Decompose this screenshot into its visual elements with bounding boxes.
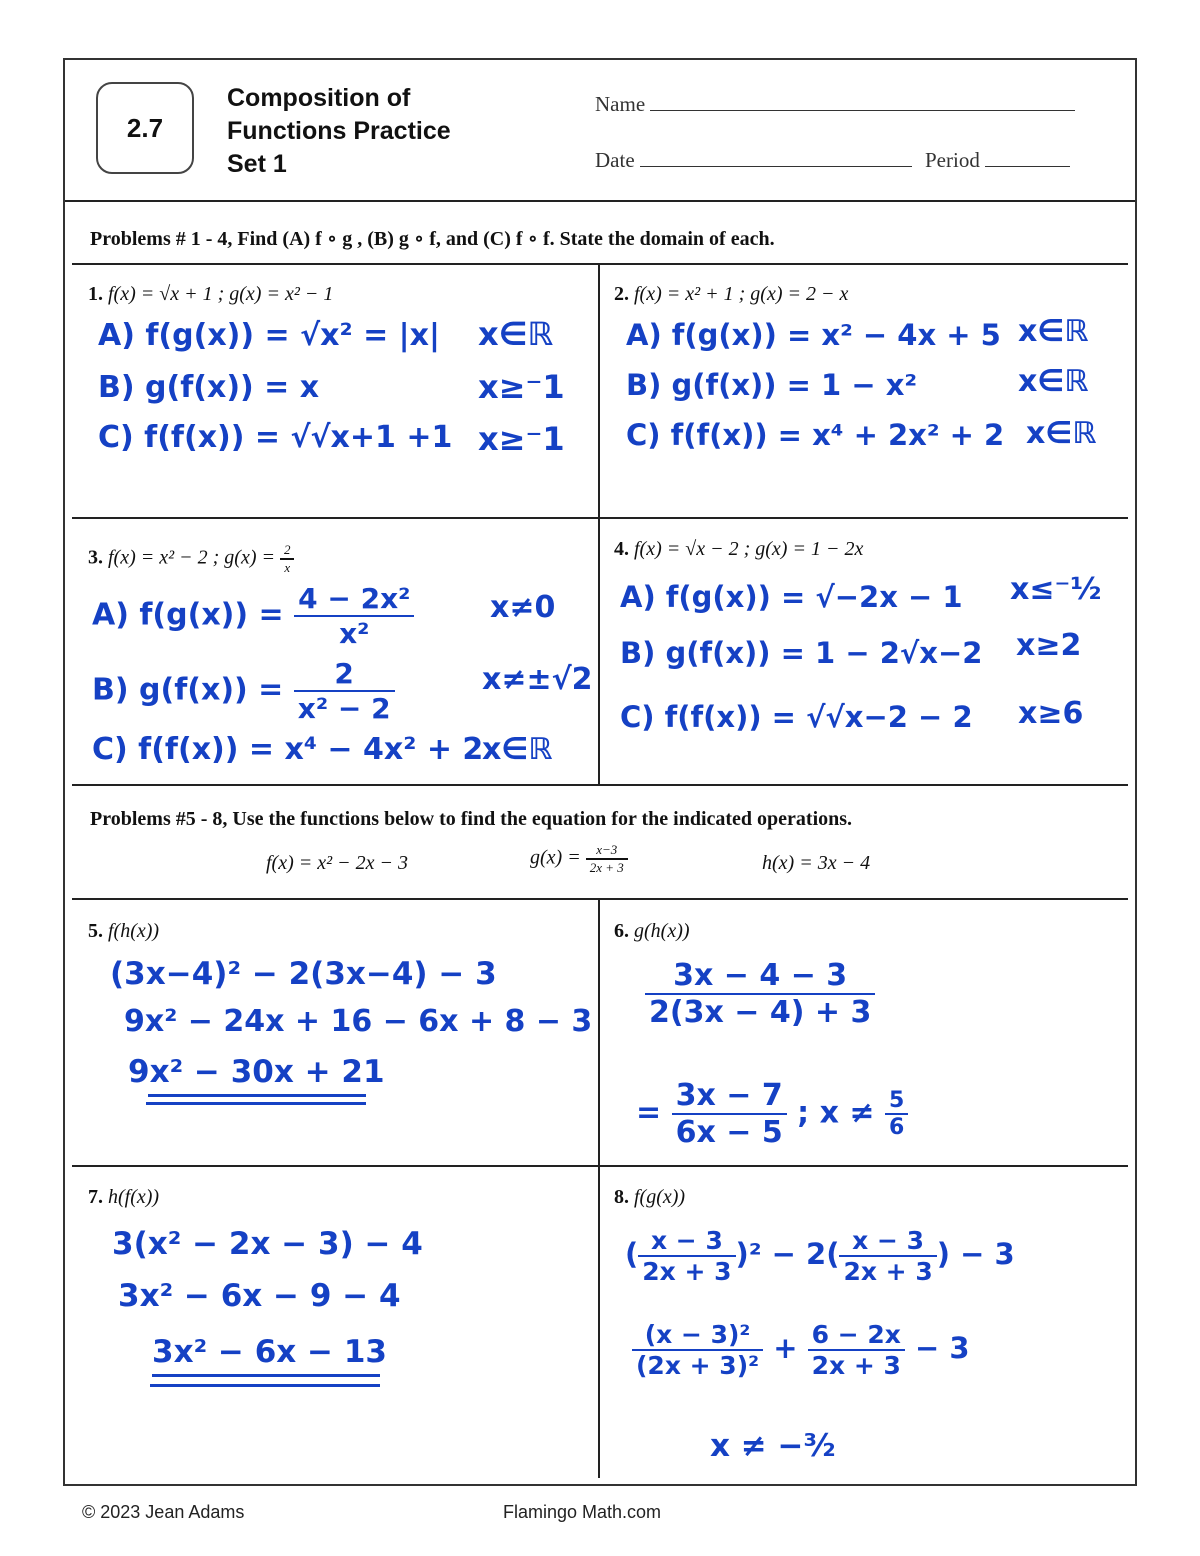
date-field: Date <box>595 148 912 173</box>
problem-4-answer-b: B) g(f(x)) = 1 − 2√x−2 <box>620 636 983 670</box>
grid-line <box>598 263 600 785</box>
problem-5-line-2: 9x² − 24x + 16 − 6x + 8 − 3 <box>124 1004 593 1039</box>
problem-7: 7. h(f(x)) <box>88 1186 160 1208</box>
function-h: h(x) = 3x − 4 <box>762 852 871 874</box>
footer-site: Flamingo Math.com <box>503 1502 662 1522</box>
footer-copyright: © 2023 Jean Adams <box>82 1502 245 1522</box>
problem-3-domain-b: x≠±√2 <box>482 662 593 697</box>
problem-6-step-1: $\frac{3x - 4 - 3}{2(3x - 4) + 3}$ <box>645 958 875 1030</box>
grid-line <box>72 784 1128 786</box>
problem-3-domain-a: x≠0 <box>490 590 556 625</box>
problem-8-line-2: $\frac{\text{(x − 3)²}}{\text{(2x + 3)²}}$ + $\frac{6 - 2x}{2x + 3}$ − 3 <box>632 1320 970 1380</box>
problem-4-domain-b: x≥2 <box>1016 628 1082 663</box>
problem-1-domain-a: x∈ℝ <box>478 315 553 353</box>
section1-instruction: Problems # 1 - 4, Find (A) f ∘ g , (B) g ∘ f, and (C) f ∘ f. State the domain of each. <box>90 228 775 250</box>
problem-1: 1. f(x) = √x + 1 ; g(x) = x² − 1 <box>88 283 334 305</box>
name-field: Name <box>595 92 1075 117</box>
problem-5: 5. f(h(x)) <box>88 920 160 942</box>
period-field: Period <box>925 148 1070 173</box>
section-badge: 2.7 <box>96 82 194 174</box>
answer-underline <box>152 1374 380 1377</box>
problem-4-answer-a: A) f(g(x)) = √−2x − 1 <box>620 580 963 614</box>
answer-underline <box>146 1102 366 1105</box>
problem-2: 2. f(x) = x² + 1 ; g(x) = 2 − x <box>614 283 849 305</box>
grid-line <box>72 898 1128 900</box>
problem-4: 4. f(x) = √x − 2 ; g(x) = 1 − 2x <box>614 538 864 560</box>
problem-2-domain-a: x∈ℝ <box>1018 314 1089 349</box>
function-f: f(x) = x² − 2x − 3 <box>266 852 408 874</box>
problem-8: 8. f(g(x)) <box>614 1186 686 1208</box>
problem-2-domain-c: x∈ℝ <box>1026 416 1097 451</box>
problem-2-answer-c: C) f(f(x)) = x⁴ + 2x² + 2 <box>626 418 1005 452</box>
grid-line <box>72 1165 1128 1167</box>
answer-underline <box>150 1384 380 1387</box>
problem-2-answer-b: B) g(f(x)) = 1 − x² <box>626 368 918 402</box>
problem-1-answer-b: B) g(f(x)) = x <box>98 370 320 405</box>
grid-line <box>72 517 1128 519</box>
problem-7-final-answer: 3x² − 6x − 13 <box>152 1334 387 1370</box>
problem-3-domain-c: x∈ℝ <box>482 732 553 767</box>
problem-6: 6. g(h(x)) <box>614 920 690 942</box>
problem-1-answer-c: C) f(f(x)) = √√x+1 +1 <box>98 420 453 455</box>
grid-line <box>598 898 600 1478</box>
problem-4-domain-a: x≤⁻½ <box>1010 572 1102 607</box>
problem-7-line-2: 3x² − 6x − 9 − 4 <box>118 1278 401 1314</box>
problem-6-final-answer: = $\frac{3x - 7}{6x - 5}$ ; x ≠ $\frac{5}{6}$ <box>636 1078 908 1150</box>
problem-5-final-answer: 9x² − 30x + 21 <box>128 1054 385 1090</box>
problem-1-domain-b: x≥⁻1 <box>478 368 565 406</box>
problem-8-restriction: x ≠ −³⁄₂ <box>710 1428 836 1464</box>
function-g: g(x) = $\frac{x-3}{2x + 3}$ <box>530 842 628 876</box>
grid-line <box>72 263 1128 265</box>
worksheet-title: Composition of Functions Practice Set 1 <box>227 84 451 178</box>
problem-2-domain-b: x∈ℝ <box>1018 364 1089 399</box>
section2-instruction: Problems #5 - 8, Use the functions below to find the equation for the indicated operations. <box>90 808 853 830</box>
problem-4-domain-c: x≥6 <box>1018 696 1084 731</box>
problem-3-answer-b: B) g(f(x)) = $\frac{2}{\text{x² − 2}}$ <box>92 657 395 725</box>
problem-1-domain-c: x≥⁻1 <box>478 420 565 458</box>
problem-2-answer-a: A) f(g(x)) = x² − 4x + 5 <box>626 318 1001 352</box>
problem-3: 3. f(x) = x² − 2 ; g(x) = $\frac{2}{x}$ <box>88 542 294 576</box>
problem-7-line-1: 3(x² − 2x − 3) − 4 <box>112 1226 423 1262</box>
answer-underline <box>148 1094 366 1097</box>
problem-1-answer-a: A) f(g(x)) = √x² = |x| <box>98 318 440 353</box>
problem-3-answer-a: A) f(g(x)) = $\frac{\text{4 − 2x²}}{\text{x²}}$ <box>92 582 414 650</box>
header-divider <box>65 200 1135 202</box>
problem-3-answer-c: C) f(f(x)) = x⁴ − 4x² + 2 <box>92 732 484 767</box>
problem-4-answer-c: C) f(f(x)) = √√x−2 − 2 <box>620 700 973 734</box>
problem-5-line-1: (3x−4)² − 2(3x−4) − 3 <box>110 956 497 992</box>
problem-8-line-1: ( $\frac{x - 3}{2x + 3}$ )² − 2( $\frac{x - 3}{2x + 3}$ ) − 3 <box>625 1226 1015 1286</box>
